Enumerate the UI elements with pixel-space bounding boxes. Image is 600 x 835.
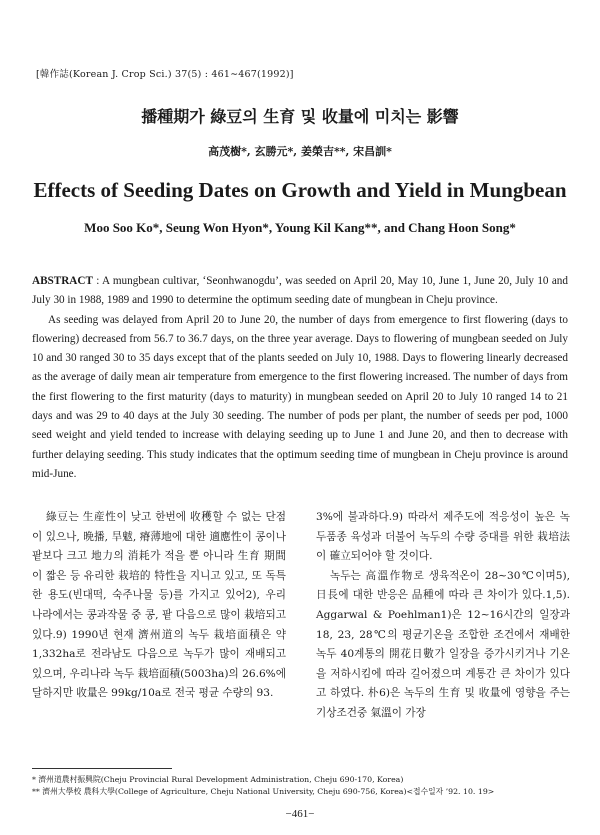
authors-korean: 高茂樹*, 玄勝元*, 姜榮吉**, 宋昌訓* [208, 145, 392, 158]
body-column-left [32, 508, 286, 704]
footnote-divider [32, 768, 172, 769]
footnote-affiliation-1: * 濟州道農村振興院(Cheju Provincial Rural Development Administration, Cheju 690-170, Korea) [32, 775, 404, 784]
body-paragraph: 녹두는 高溫作物로 생육적온이 28∼30℃이며5), 日長에 대한 반응은 品種에 따라 큰 차이가 있다.1,5). Aggarwal & Poehlman1)은 12∼16시간의 일장과 18, 23, 28℃의 평균기온을 조합한 조건에서 재배한 녹두 40계통의 開花日數가 일장을 증가시키거나 기온을 저하시킴에 따라 길어졌으며 계통간 큰 차이가 있다고 하였다. 朴6)은 녹두의 生育 및 收量에 영향을 주는 기상조건중 氣溫이 가장 [316, 569, 570, 719]
abstract-paragraph-1: ABSTRACT : A mungbean cultivar, ‘Seonhwanogdu’, was seeded on April 20, May 10, June 1, June 20, July 10 and July 30 in 1988, 1989 and 1990 to determine the optimum seeding date of mungbean in Cheju province. [32, 275, 568, 307]
body-paragraph: 綠豆는 生産性이 낮고 한번에 收穫할 수 없는 단점이 있으나, 晩播, 旱魃, 瘠薄地에 대한 適應性이 콩이나 팥보다 크고 地力의 消耗가 적을 뿐 아니라 生育 期間이 짧은 등 유리한 栽培的 特性을 지니고 있고, 또 독특한 용도(빈대떡, 숙주나물 등)를 가지고 있어2), 우리 나라에서는 콩과작물 중 콩, 팥 다음으로 많이 栽培되고 있다.9) 1990년 현재 濟州道의 녹두 栽培面積은 약 1,332ha로 전라남도 다음으로 녹두가 많이 재배되고 있으며, 우리나라 녹두 栽培面積(5003ha)의 26.6%에 달하지만 收量은 99kg/10a로 전국 평균 수량의 93. [32, 511, 286, 700]
page-number: −461− [285, 808, 315, 820]
abstract-paragraph-2: As seeding was delayed from April 20 to June 20, the number of days from emergence to first flowering (days to flowering) decreased from 56.7 to 36.7 days, on the three year average. Days to flowering of mungbean seeded on July 10 and 30 ranged 30 to 35 days except that of the plants seeded on July 10, 1988. Days to flowering linearly decreased as the average of daily mean air temperature from emergence to the first flowering increased. The number of days from the first flowering to the first maturity (days to maturity) in mungbean seeded on April 20 to July 10 ranged 14 to 21 days and was 29 to 40 days at the July 30 seeding. The number of pods per plant, the number of seeds per pod, 1000 seed weight and yield tended to increase with delaying seeding up to June 1 and June 20, and then to decrease with further delaying seeding. This study indicates that the optimum seeding time of mungbean in Cheju province is around mid-June. [32, 313, 568, 480]
title-korean: 播種期가 綠豆의 生育 및 收量에 미치는 影響 [141, 107, 459, 126]
body-paragraph: 3%에 불과하다.9) 따라서 제주도에 적응성이 높은 녹두품종 육성과 더불어 녹두의 수량 증대를 위한 栽培法이 確立되어야 할 것이다. [316, 511, 570, 563]
footnotes [32, 774, 572, 798]
title-english: Effects of Seeding Dates on Growth and Yield in Mungbean [33, 178, 567, 202]
journal-citation: [韓作誌(Korean J. Crop Sci.) 37(5) : 461∼467(1992)] [36, 69, 294, 80]
abstract-text-1: A mungbean cultivar, ‘Seonhwanogdu’, was seeded on April 20, May 10, June 1, June 20, July 10 and July 30 in 1988, 1989 and 1990 to determine the optimum seeding date of mungbean in Cheju province. [32, 275, 568, 307]
abstract-label: ABSTRACT [32, 275, 93, 287]
authors-english: Moo Soo Ko*, Seung Won Hyon*, Young Kil Kang**, and Chang Hoon Song* [84, 220, 516, 235]
abstract [32, 272, 568, 484]
body-column-right [316, 508, 570, 724]
footnote-affiliation-2: ** 濟州大學校 農科大學(College of Agriculture, Cheju National University, Cheju 690-756, Korea)<접수일자 ’92. 10. 19> [32, 787, 495, 796]
